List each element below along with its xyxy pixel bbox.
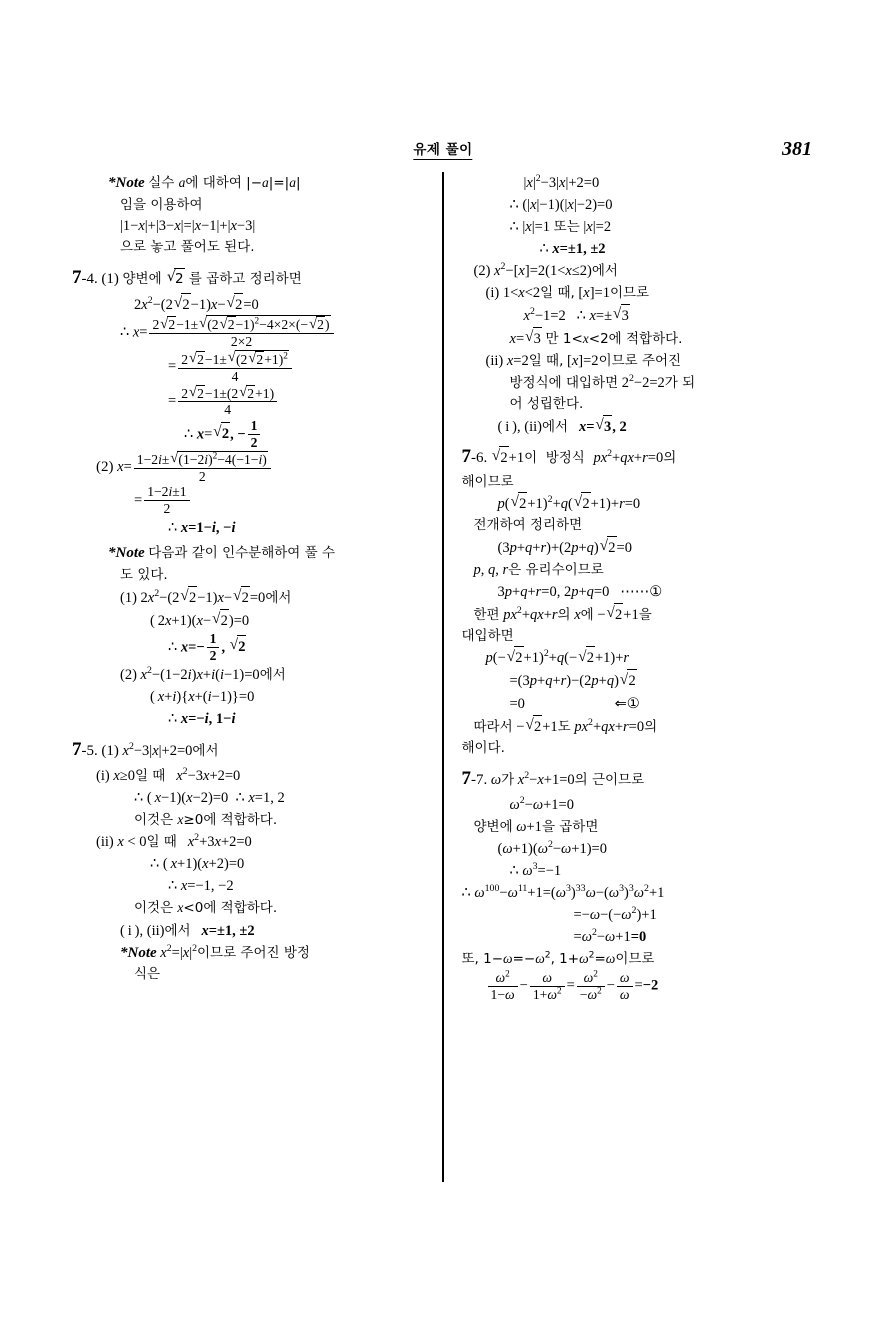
right-column [454, 172, 814, 1182]
problem-7-6 [462, 443, 814, 758]
problem-number: 7 [72, 739, 82, 761]
text-line: 전개하여 정리하면 [473, 517, 583, 534]
equation: ∴ x=− $\frac{1}{2}$ , √ 2 [168, 632, 424, 665]
note-line: *Note 다음과 같이 인수분해하여 풀 수 [108, 545, 335, 562]
page-number: 381 [782, 138, 812, 160]
equation: (2) $x^2-(1-2i)x+i(i-1)=0$에서 [120, 665, 286, 684]
note-label: *Note [108, 175, 145, 191]
column-divider [442, 172, 444, 1182]
equation: p(− √ 2+1)$^2$+q(− √ 2+1)+r [486, 646, 814, 669]
equation: 어 성립한다. [509, 396, 584, 413]
text-line: 해이므로 [461, 473, 514, 490]
equation: =0 ⇐① [509, 695, 640, 712]
equation: ∴ (|x|−1)(|x|−2)=0 [509, 197, 613, 214]
note-block-2 [72, 542, 424, 730]
problem-heading: 7-7. ω가 $x^2-x+1=0$의 근이므로 [461, 768, 645, 790]
equation: ∴ x=±1, ±2 [539, 241, 606, 258]
note-line: 으로 놓고 풀어도 된다. [120, 239, 255, 256]
part-label: (2) [96, 459, 114, 476]
problem-subnumber: -6. [471, 449, 488, 466]
problem-heading: 7-6. √ 2+1이 방정식 $px^2+qx+r=0$의 [462, 443, 814, 472]
note-block-1 [72, 172, 424, 258]
problem-number: 7 [461, 768, 471, 790]
part-label: (2) [473, 263, 491, 280]
note-line: 식은 [134, 966, 161, 983]
conclusion: ( i ), (ii)에서 x= √ 3, 2 [498, 415, 814, 438]
problem-7-4 [72, 264, 424, 540]
equation: (1) $2x^2-(2$ √ 2−1)x− √ 2=0에서 [120, 586, 424, 609]
page-header [0, 138, 886, 164]
equation: $(\omega+1)(\omega^2-\omega+1)=0$ [497, 839, 607, 858]
equation: ∴ |x|=1 또는 |x|=2 [509, 219, 612, 236]
text-line: 또, $1-\omega=-\omega^2$, $1+\omega^2=\omega$이므로 [461, 949, 655, 968]
note-label: *Note [108, 545, 145, 562]
problem-subnumber: -5. [81, 743, 98, 760]
case-label: (i) [485, 285, 500, 302]
case-line: (ii) x=2일 때, [x]=2이므로 주어진 [485, 353, 682, 370]
problem-heading: 7-5. (1) $x^2-3|x|+2=0$에서 [72, 739, 219, 761]
left-column [72, 172, 442, 1182]
problem-number: 7 [461, 445, 471, 467]
note-continuation [462, 172, 814, 260]
case-line: (ii) x < 0일 때 $x^2+3x+2=0$ [96, 832, 252, 851]
equation: x= √ 3 만 1<x<2에 적합하다. [510, 327, 814, 350]
equation: = $\frac{2 √ 2-1\pm(2 √ 2+1)}{4}$ [168, 385, 424, 419]
equation: ∴ x= √ 2, − $\frac{1}{2}$ [184, 419, 424, 452]
equation: 방정식에 대입하면 $2^2-2=2$가 되 [509, 373, 696, 392]
equation: ∴ ( x+1)(x+2)=0 [150, 856, 245, 873]
text-line: 양변에 ω+1을 곱하면 [473, 818, 599, 835]
case-label: (ii) [96, 834, 114, 851]
equation: 이것은 x≥0에 적합하다. [134, 812, 278, 829]
equation: ∴ $\omega^3=-1$ [509, 861, 562, 880]
equation: $|x|^2-3|x|+2=0$ [523, 173, 600, 191]
part-label: (1) [101, 270, 119, 287]
equation: ( x+i){x+(i−1)}=0 [150, 689, 255, 706]
equation: ∴ x=−i, 1−i [168, 711, 236, 728]
equation: $=\omega^2-\omega+1=0$ [573, 927, 647, 946]
content-columns [72, 172, 814, 1182]
equation: (2) $x^2-[x]=2(1<x\le 2)$에서 [473, 261, 618, 280]
note-line: *Note 실수 a에 대하여 |−a|=|a| [108, 175, 301, 191]
note-line: 도 있다. [120, 567, 168, 584]
equation: ( 2x+1)(x− √ 2)=0 [150, 609, 424, 632]
problem-7-7 [462, 765, 814, 1003]
item-label: (2) [120, 667, 137, 684]
problem-number: 7 [72, 266, 82, 288]
note-label: *Note [120, 944, 157, 961]
equation: $\omega^2-\omega+1=0$ [509, 795, 574, 813]
equation: = $\frac{1-2i\pm 1}{2}$ [134, 485, 424, 518]
item-label: (1) [120, 589, 137, 606]
equation: ∴ ( x−1)(x−2)=0 ∴ x=1, 2 [134, 790, 285, 807]
equation: p( √ 2+1)$^2$+q( √ 2+1)+r=0 [498, 492, 814, 515]
text-line: 한편 $px^2+qx+r$의 x에 − √ 2+1을 [474, 603, 814, 626]
problem-subnumber: -7. [471, 772, 488, 789]
conclusion: ( i ), (ii)에서 x=±1, ±2 [120, 922, 255, 939]
equation: =(3p+q+r)−(2p+q) √ 2 [510, 669, 814, 692]
equation: 이것은 x<0에 적합하다. [134, 900, 278, 917]
equation: ∴ x= $\frac{2 √ 2-1\pm √ (2 √ 2-1)^2-4\times 2\times(- √ 2)}{2\times 2}$ [120, 316, 424, 351]
text-line: 대입하면 [461, 627, 514, 644]
page-title: 유제 풀이 [413, 138, 472, 160]
equation: ∴ $\omega^{100}-\omega^{11}+1=(\omega^3)^{33}\omega-(\omega^3)^3\omega^2+1$ [461, 883, 665, 902]
part-2-block [462, 260, 814, 438]
case-label: (ii) [485, 353, 504, 370]
equation: (2) x= $\frac{1-2i\pm √ (1-2i)^2-4(-1-i)}{2}$ [96, 451, 424, 485]
problem-subnumber: -4. [81, 270, 98, 287]
text-line: 따라서 − √ 2+1도 $px^2+qx+r=0$의 [474, 715, 814, 738]
equation: (3p+q+r)+(2p+q) √ 2=0 [498, 536, 814, 559]
part-label: (1) [101, 743, 119, 760]
note-line: 임을 이용하여 [120, 196, 203, 213]
note-line: |1−x|+|3−x|=|x−1|+|x−3| [120, 218, 256, 235]
case-line: (i) 1<x<2일 때, [x]=1이므로 [485, 285, 650, 302]
equation: $2x^2-(2$ √ 2−1)x− √ 2=0 [134, 293, 424, 316]
equation: $x^2-1=2$ ∴ x=± √ 3 [524, 304, 814, 327]
text-line: 해이다. [461, 739, 505, 756]
note-line: *Note $x^2=|x|^2$이므로 주어진 방정 [120, 942, 310, 961]
text-line: p, q, r은 유리수이므로 [473, 561, 604, 578]
equation: ∴ x=1−i, −i [168, 520, 236, 537]
note-block-3 [72, 942, 424, 985]
equation: ∴ x=−1, −2 [168, 878, 234, 895]
equation: = $\frac{2 √ 2-1\pm √ (2 √ 2+1)^2}{4}$ [168, 350, 424, 385]
equation: $\frac{\omega^2}{1-\omega}$ − $\frac{\omega}{1+\omega^2}$ = $\frac{\omega^2}{-\omega^2}$ − $\frac{\omega}{\omega}$ =−2 [486, 970, 814, 1003]
equation: 3p+q+r=0, 2p+q=0 ⋯⋯① [497, 583, 663, 600]
equation: $=-\omega-(-\omega^2)+1$ [573, 905, 657, 924]
case-line: (i) x≥0일 때 $x^2-3x+2=0$ [96, 766, 241, 785]
problem-heading: 7-4. (1) 양변에 √ 2 를 곱하고 정리하면 [72, 264, 424, 293]
case-label: (i) [96, 768, 110, 785]
problem-7-5 [72, 736, 424, 941]
